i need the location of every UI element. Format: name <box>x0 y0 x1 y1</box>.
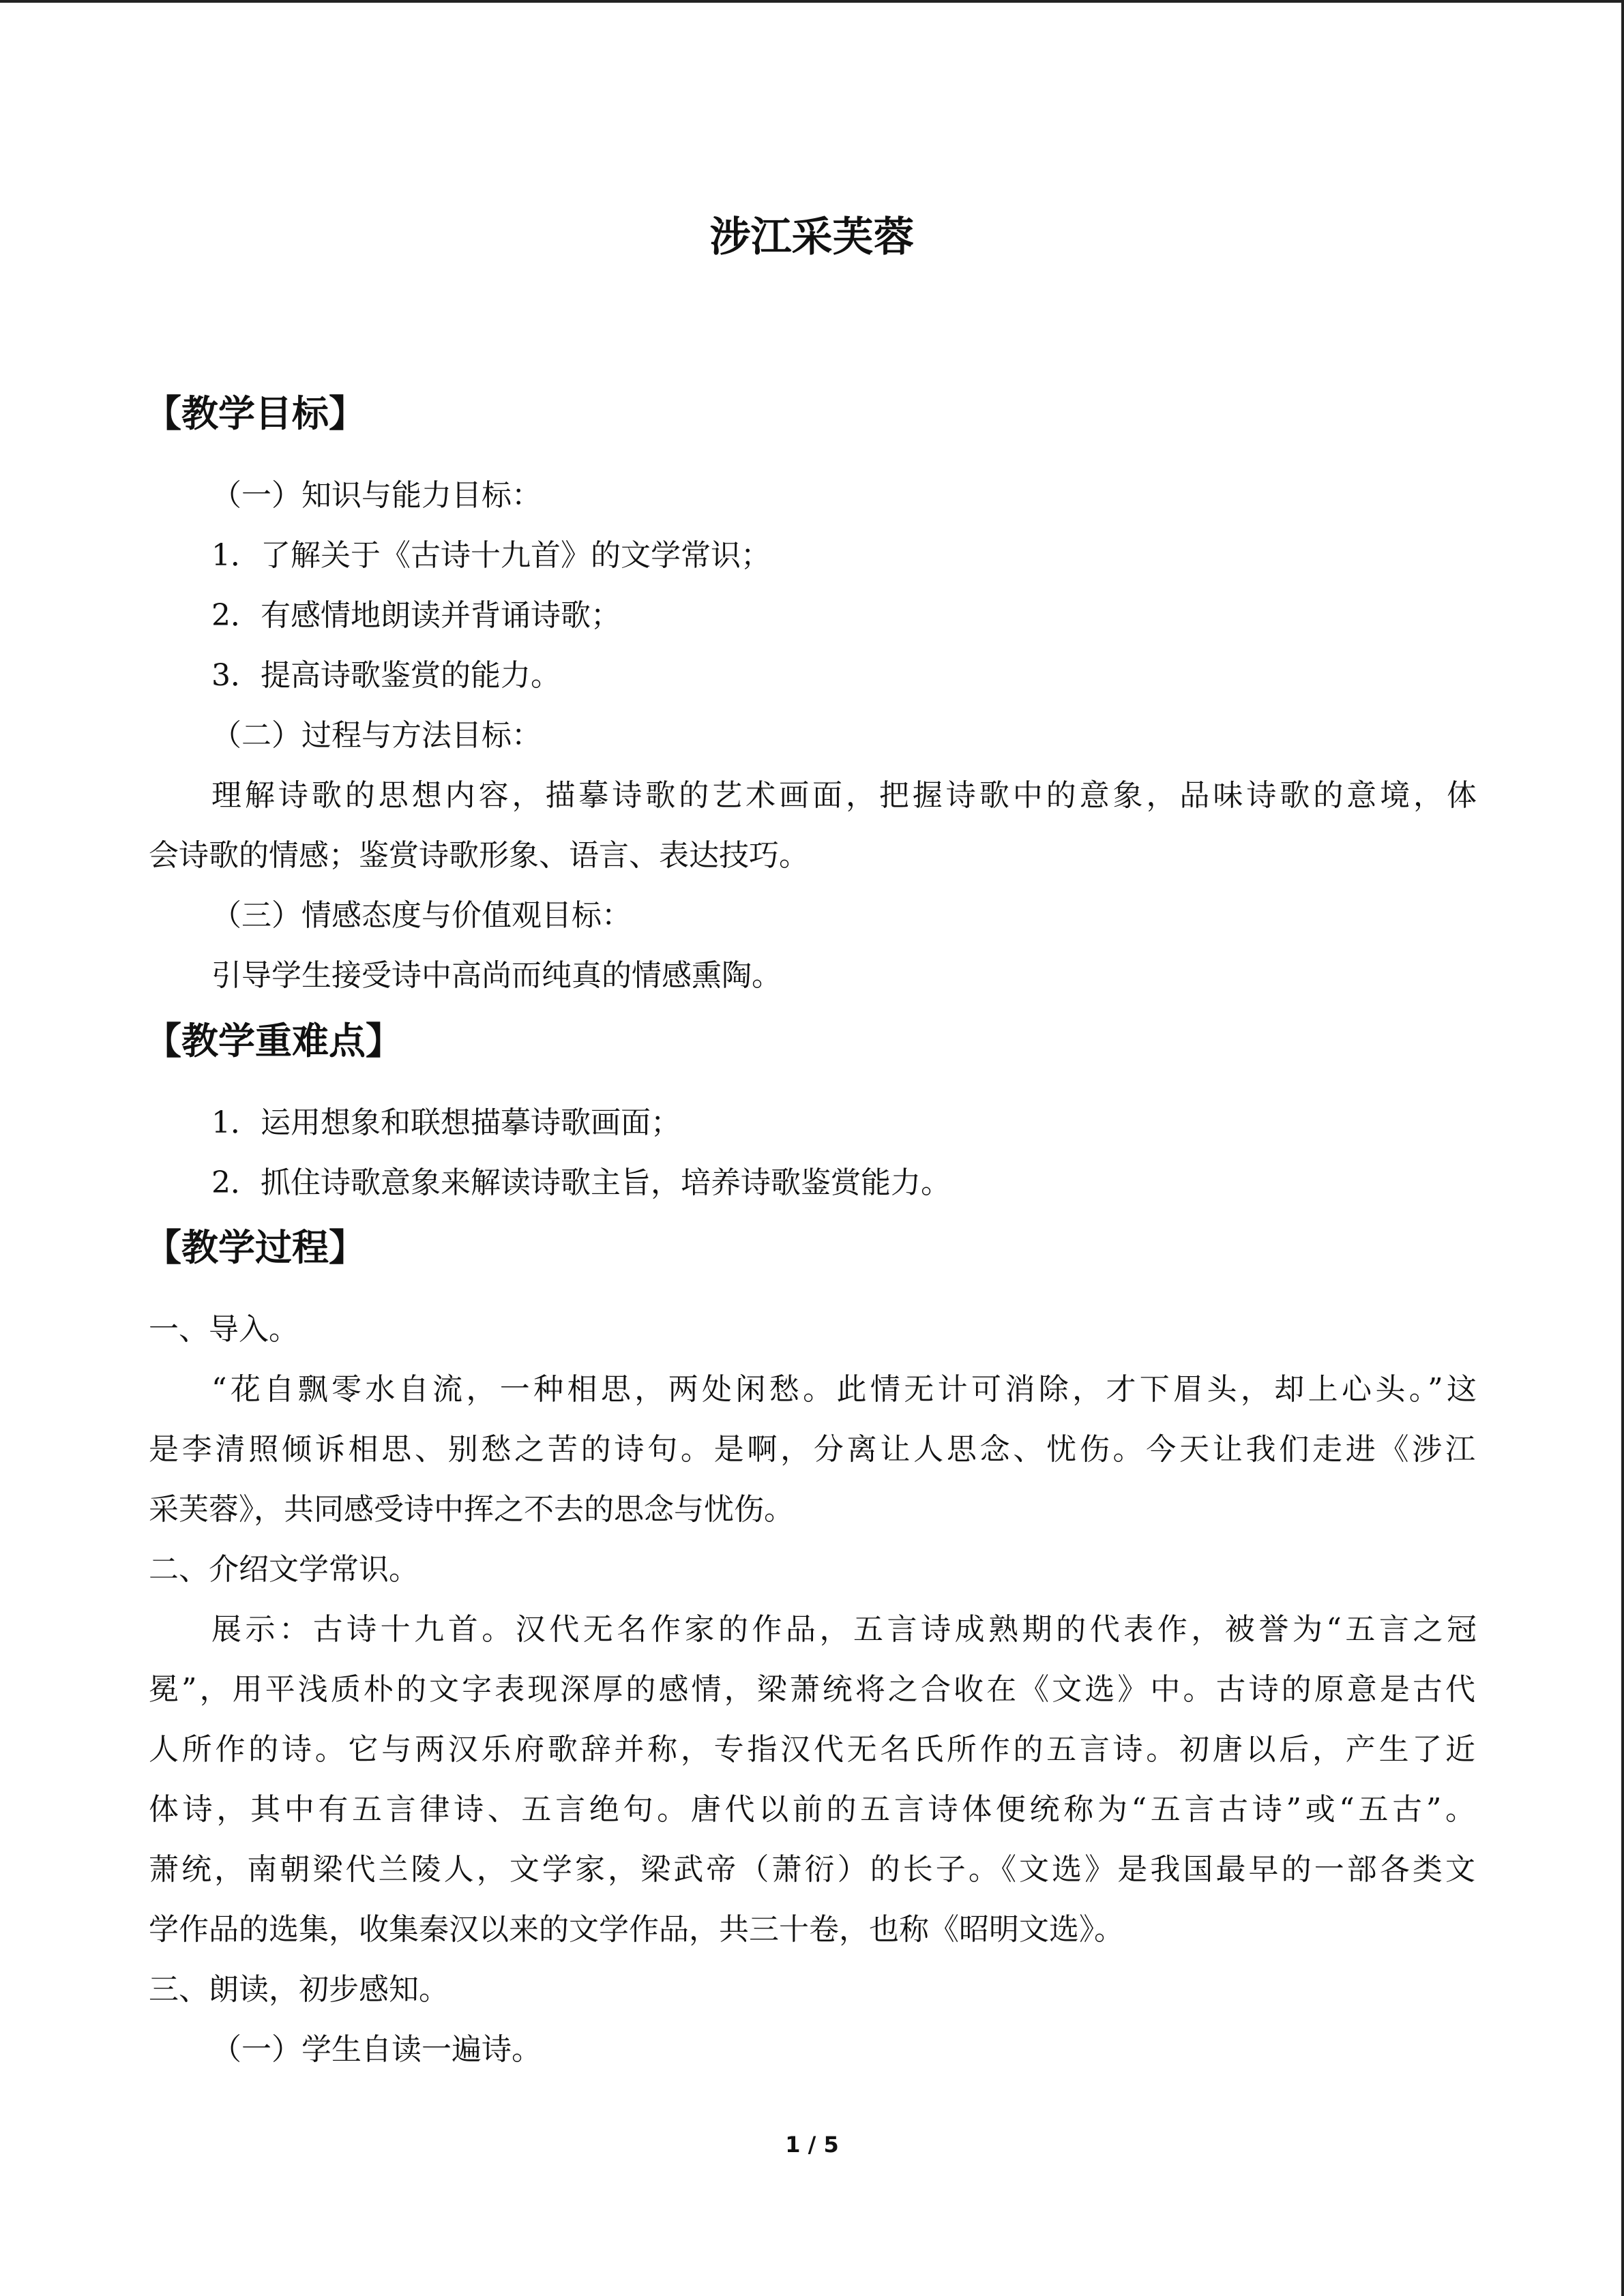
process-line: 学作品的选集，收集秦汉以来的文学作品，共三十卷，也称《昭明文选》。 <box>149 1912 1124 1947</box>
process-line: 三、朗读，初步感知。 <box>149 1972 449 2007</box>
section-heading-objectives: 【教学目标】 <box>145 392 366 435</box>
process-line: （一）学生自读一遍诗。 <box>211 2032 542 2067</box>
process-line: 萧统，南朝梁代兰陵人，文学家，梁武帝（萧衍）的长子。《文选》是我国最早的一部各类文 <box>149 1852 1475 1887</box>
process-line: 采芙蓉》，共同感受诗中挥之不去的思念与忧伤。 <box>149 1492 794 1527</box>
process-line: 一、导入。 <box>149 1312 299 1347</box>
key-point-line: 2．抓住诗歌意象来解读诗歌主旨，培养诗歌鉴赏能力。 <box>211 1165 951 1200</box>
objective-line: 2．有感情地朗读并背诵诗歌； <box>211 598 621 633</box>
objective-line: 理解诗歌的思想内容，描摹诗歌的艺术画面，把握诗歌中的意象，品味诗歌的意境，体 <box>211 778 1477 813</box>
key-point-line: 1．运用想象和联想描摹诗歌画面； <box>211 1105 681 1140</box>
objective-line: 1．了解关于《古诗十九首》的文学常识； <box>211 538 771 573</box>
process-line: 展示：古诗十九首。汉代无名作家的作品，五言诗成熟期的代表作，被誉为“五言之冠 <box>211 1612 1477 1647</box>
objective-line: 3．提高诗歌鉴赏的能力。 <box>211 658 561 693</box>
process-line: 体诗，其中有五言律诗、五言绝句。唐代以前的五言诗体便统称为“五言古诗”或“五古”。 <box>149 1792 1475 1827</box>
objective-line: （二）过程与方法目标： <box>211 718 542 753</box>
objective-line: 引导学生接受诗中高尚而纯真的情感熏陶。 <box>211 958 782 993</box>
objective-line: （一）知识与能力目标： <box>211 478 542 513</box>
process-line: “花自飘零水自流，一种相思，两处闲愁。此情无计可消除，才下眉头，却上心头。”这 <box>211 1372 1477 1407</box>
page-title: 涉江采芙蓉 <box>709 213 915 261</box>
page-number: 1 / 5 <box>785 2132 839 2158</box>
process-line: 二、介绍文学常识。 <box>149 1552 419 1587</box>
section-heading-key-points: 【教学重难点】 <box>145 1019 402 1062</box>
objective-line: （三）情感态度与价值观目标： <box>211 898 632 933</box>
process-line: 冕”，用平浅质朴的文字表现深厚的感情，梁萧统将之合收在《文选》中。古诗的原意是古代 <box>149 1672 1475 1707</box>
right-border <box>1621 0 1624 2296</box>
process-line: 人所作的诗。它与两汉乐府歌辞并称，专指汉代无名氏所作的五言诗。初唐以后，产生了近 <box>149 1732 1475 1767</box>
process-line: 是李清照倾诉相思、别愁之苦的诗句。是啊，分离让人思念、忧伤。今天让我们走进《涉江 <box>149 1432 1475 1467</box>
section-heading-process: 【教学过程】 <box>145 1226 366 1269</box>
objective-line: 会诗歌的情感；鉴赏诗歌形象、语言、表达技巧。 <box>149 838 809 873</box>
top-border <box>0 0 1624 3</box>
